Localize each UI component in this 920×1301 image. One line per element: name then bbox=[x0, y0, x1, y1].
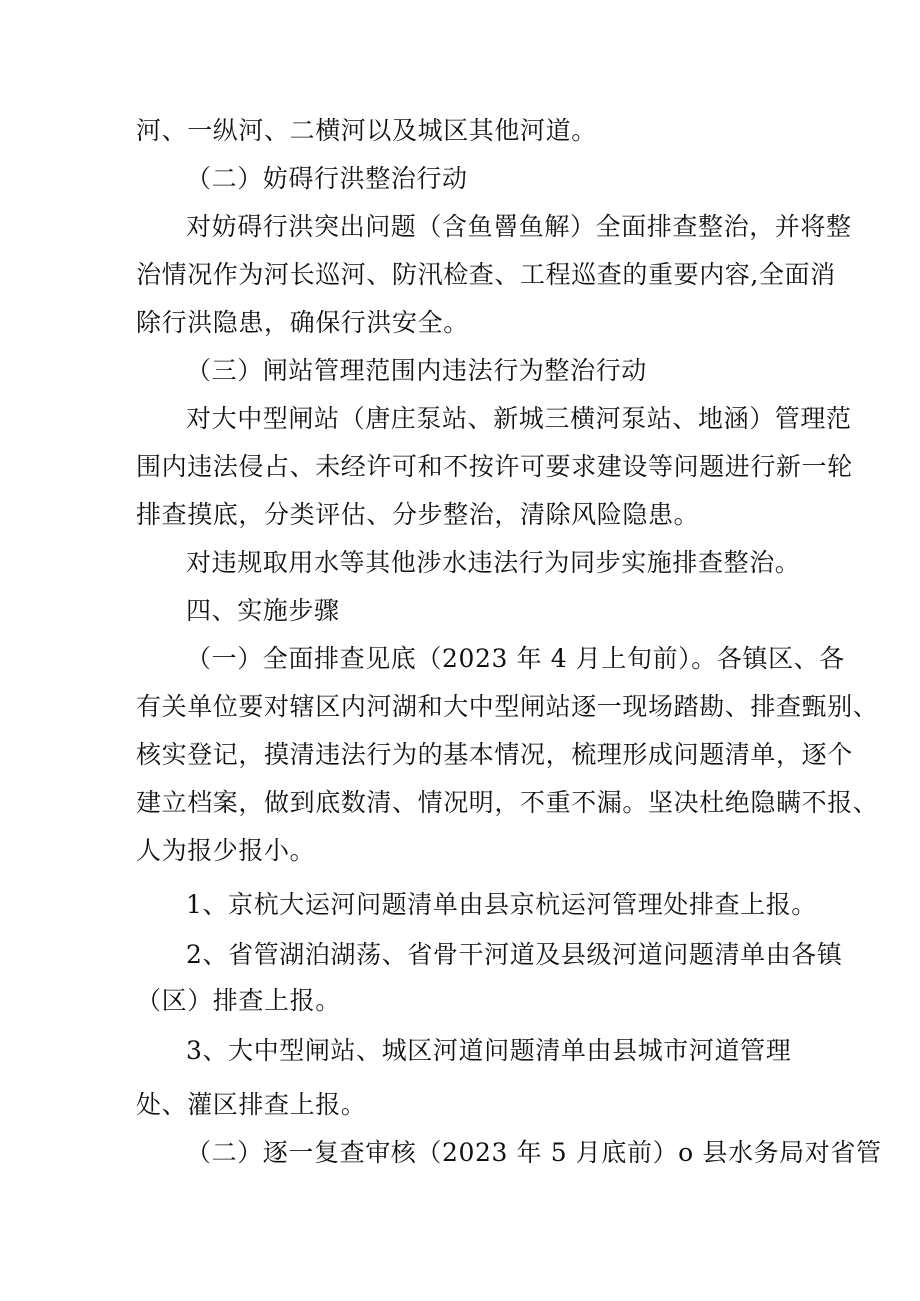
text-line-5: 除行洪隐患，确保行洪安全。 bbox=[136, 308, 469, 337]
text-line-16: 人为报少报小。 bbox=[136, 836, 316, 865]
text-line-1: 河、一纵河、二横河以及城区其他河道。 bbox=[136, 116, 597, 145]
text-line-14: 核实登记，摸清违法行为的基本情况，梳理形成问题清单，逐个 bbox=[136, 740, 853, 769]
list-item-3: 3、大中型闸站、城区河道问题清单由县城市河道管理 bbox=[186, 1036, 792, 1065]
list-item-2: 2、省管湖泊湖荡、省骨干河道及县级河道问题清单由各镇 bbox=[186, 940, 843, 969]
chapter-heading-4: 四、实施步骤 bbox=[186, 596, 340, 625]
section-heading-3: （三）闸站管理范围内违法行为整治行动 bbox=[186, 356, 647, 385]
section-heading-2: （二）妨碍行洪整治行动 bbox=[186, 164, 468, 193]
text-line-8: 围内违法侵占、未经许可和不按许可要求建设等问题进行新一轮 bbox=[136, 452, 853, 481]
text-line-9: 排查摸底，分类评估、分步整治，清除风险隐患。 bbox=[136, 500, 700, 529]
list-item-2-cont: （区）排查上报。 bbox=[136, 986, 341, 1015]
text-line-12: （一）全面排查见底（2023 年 4 月上旬前）。各镇区、各 bbox=[186, 644, 845, 673]
text-line-22: （二）逐一复查审核（2023 年 5 月底前）o 县水务局对省管 bbox=[186, 1138, 882, 1167]
list-item-1: 1、京杭大运河问题清单由县京杭运河管理处排查上报。 bbox=[186, 890, 817, 919]
text-line-4: 治情况作为河长巡河、防汛检查、工程巡查的重要内容,全面消 bbox=[136, 260, 836, 289]
text-line-3: 对妨碍行洪突出问题（含鱼罾鱼解）全面排查整治，并将整 bbox=[186, 212, 852, 241]
list-item-3-cont: 处、灌区排查上报。 bbox=[136, 1090, 367, 1119]
text-line-15: 建立档案，做到底数清、情况明，不重不漏。坚决杜绝隐瞒不报、 bbox=[136, 788, 879, 817]
text-line-10: 对违规取用水等其他涉水违法行为同步实施排查整治。 bbox=[186, 548, 801, 577]
text-line-7: 对大中型闸站（唐庄泵站、新城三横河泵站、地涵）管理范 bbox=[186, 404, 852, 433]
text-line-13: 有关单位要对辖区内河湖和大中型闸站逐一现场踏勘、排查甄别、 bbox=[136, 692, 879, 721]
